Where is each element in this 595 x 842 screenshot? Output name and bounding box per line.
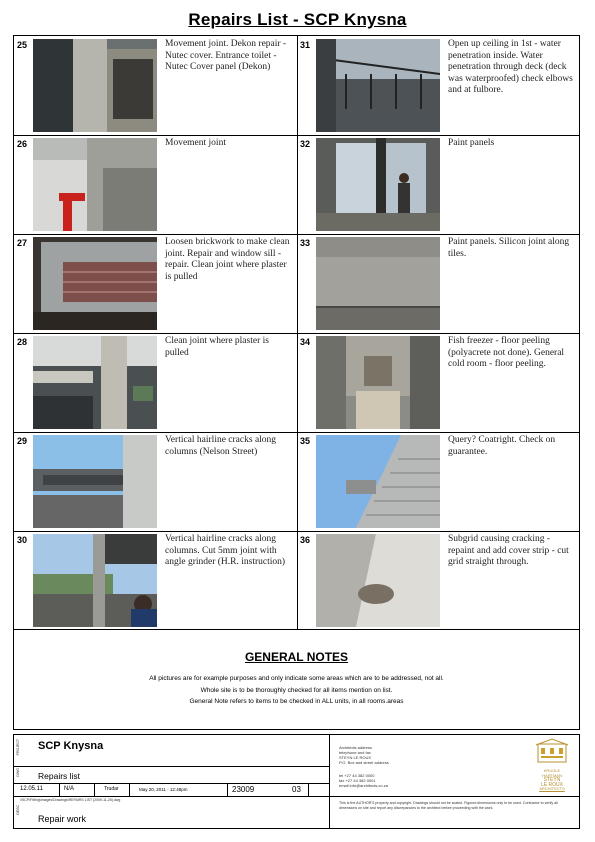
item-number: 30 [17,535,28,545]
general-notes [13,630,580,730]
item-number: 25 [17,40,28,50]
repair-item [14,531,297,630]
page-title: Repairs List - SCP Knysna [188,10,407,29]
notes-line: Whole site is to be thoroughly checked for all items mention on list. [200,686,393,694]
item-number: 29 [17,436,28,446]
item-number: 27 [17,238,28,248]
file-path: \\SCP\Fitting\Images\Drawings\REPAIRS LIST (2009-11-25).dwg [20,798,121,802]
item-description: Subgrid causing cracking - repaint and add cover strip - cut grid straight through. [448,534,569,567]
item-number: 36 [300,535,311,545]
architects-logo: KRUGLE HARTMAN STEYN LE ROUX ARCHITECTS [532,738,572,794]
item-description: Movement joint [165,138,226,148]
field-label: DESC [16,805,20,815]
balcony-railing-photo [316,39,440,132]
field-label: PROJECT [16,739,20,756]
item-description: Loosen brickwork to make clean joint. Repair and window sill - repair. Clean joint where plaster is pulled [165,237,290,282]
column-sky-photo [33,435,157,528]
item-description: Fish freezer - floor peeling (polyacrete not done). General cold room - floor peeling. [448,336,565,369]
plot-date: May 20, 2011 - 12:48pm [139,787,188,792]
parking-column-photo [33,336,157,429]
red-pipe-photo [33,138,157,231]
item-description: Vertical hairline cracks along columns (Nelson Street) [165,435,277,457]
item-number: 28 [17,337,28,347]
notes-heading: GENERAL NOTES [244,650,349,664]
field-label: DWG [16,768,20,777]
repair-item [297,36,580,135]
item-description: Vertical hairline cracks along columns. Cut 5mm joint with angle grinder (H.R. instruction) [165,534,286,567]
disclaimer: This is the AUTHOR'S property and copyright. Drawings should not be scaled. Figured dimensions only to be used. Contractor to verify all dimensions on site and report any discrepancies to the architect before proceeding with the work. [339,801,558,810]
item-number: 35 [300,436,311,446]
window-sill-photo [33,237,157,330]
facade-upward-photo [316,435,440,528]
title-block [13,734,580,829]
item-description: Clean joint where plaster is pulled [165,336,269,358]
repair-item [297,135,580,234]
contact-details: tel +27 44 382 0000 fax +27 44 382 0001 email info@architects.co.za [339,773,388,788]
office-details: Architects address telephone and fax STEYN LE ROUX P.O. Box and street address [339,745,389,765]
wall-corner-photo [33,39,157,132]
ceiling-corner-photo [316,534,440,627]
item-description: Movement joint. Dekon repair - Nutec cover. Entrance toilet - Nutec Cover panel (Dekon) [165,39,287,72]
item-description: Paint panels [448,138,495,148]
repair-item [14,432,297,531]
item-number: 34 [300,337,311,347]
scale-value: N/A [64,786,75,792]
repair-item [14,36,297,135]
shopfront-people-photo [316,138,440,231]
repair-item [297,333,580,432]
item-number: 26 [17,139,28,149]
repair-item [14,135,297,234]
drawn-value: Trudar [104,786,119,792]
item-number: 32 [300,139,311,149]
item-description: Open up ceiling in 1st - water penetration inside. Water penetration through deck (deck was waterproofed) check elbows and at fulbore. [448,39,573,95]
repair-item [297,531,580,630]
item-number: 31 [300,40,311,50]
repair-item [297,234,580,333]
notes-line: All pictures are for example purposes and only indicate some areas which are to be addressed, not all. [149,675,444,682]
street-view-photo [33,534,157,627]
drawing-name: Repairs list [38,771,81,781]
building-logo-icon [532,738,572,764]
sheet-number: 03 [292,785,301,794]
project-name: SCP Knysna [38,740,104,752]
item-description: Query? Coatright. Check on guarantee. [448,435,556,457]
panel-tiles-photo [316,237,440,330]
item-number: 33 [300,238,311,248]
repair-item [14,333,297,432]
repair-item [14,234,297,333]
description: Repair work [38,814,87,824]
job-number: 23009 [232,785,255,794]
repair-item [297,432,580,531]
item-description: Paint panels. Silicon joint along tiles. [448,237,570,259]
date-value: 12.05.11 [20,786,43,792]
cold-room-photo [316,336,440,429]
notes-line: General Note refers to items to be checked in ALL units, in all rooms.areas [189,698,404,705]
